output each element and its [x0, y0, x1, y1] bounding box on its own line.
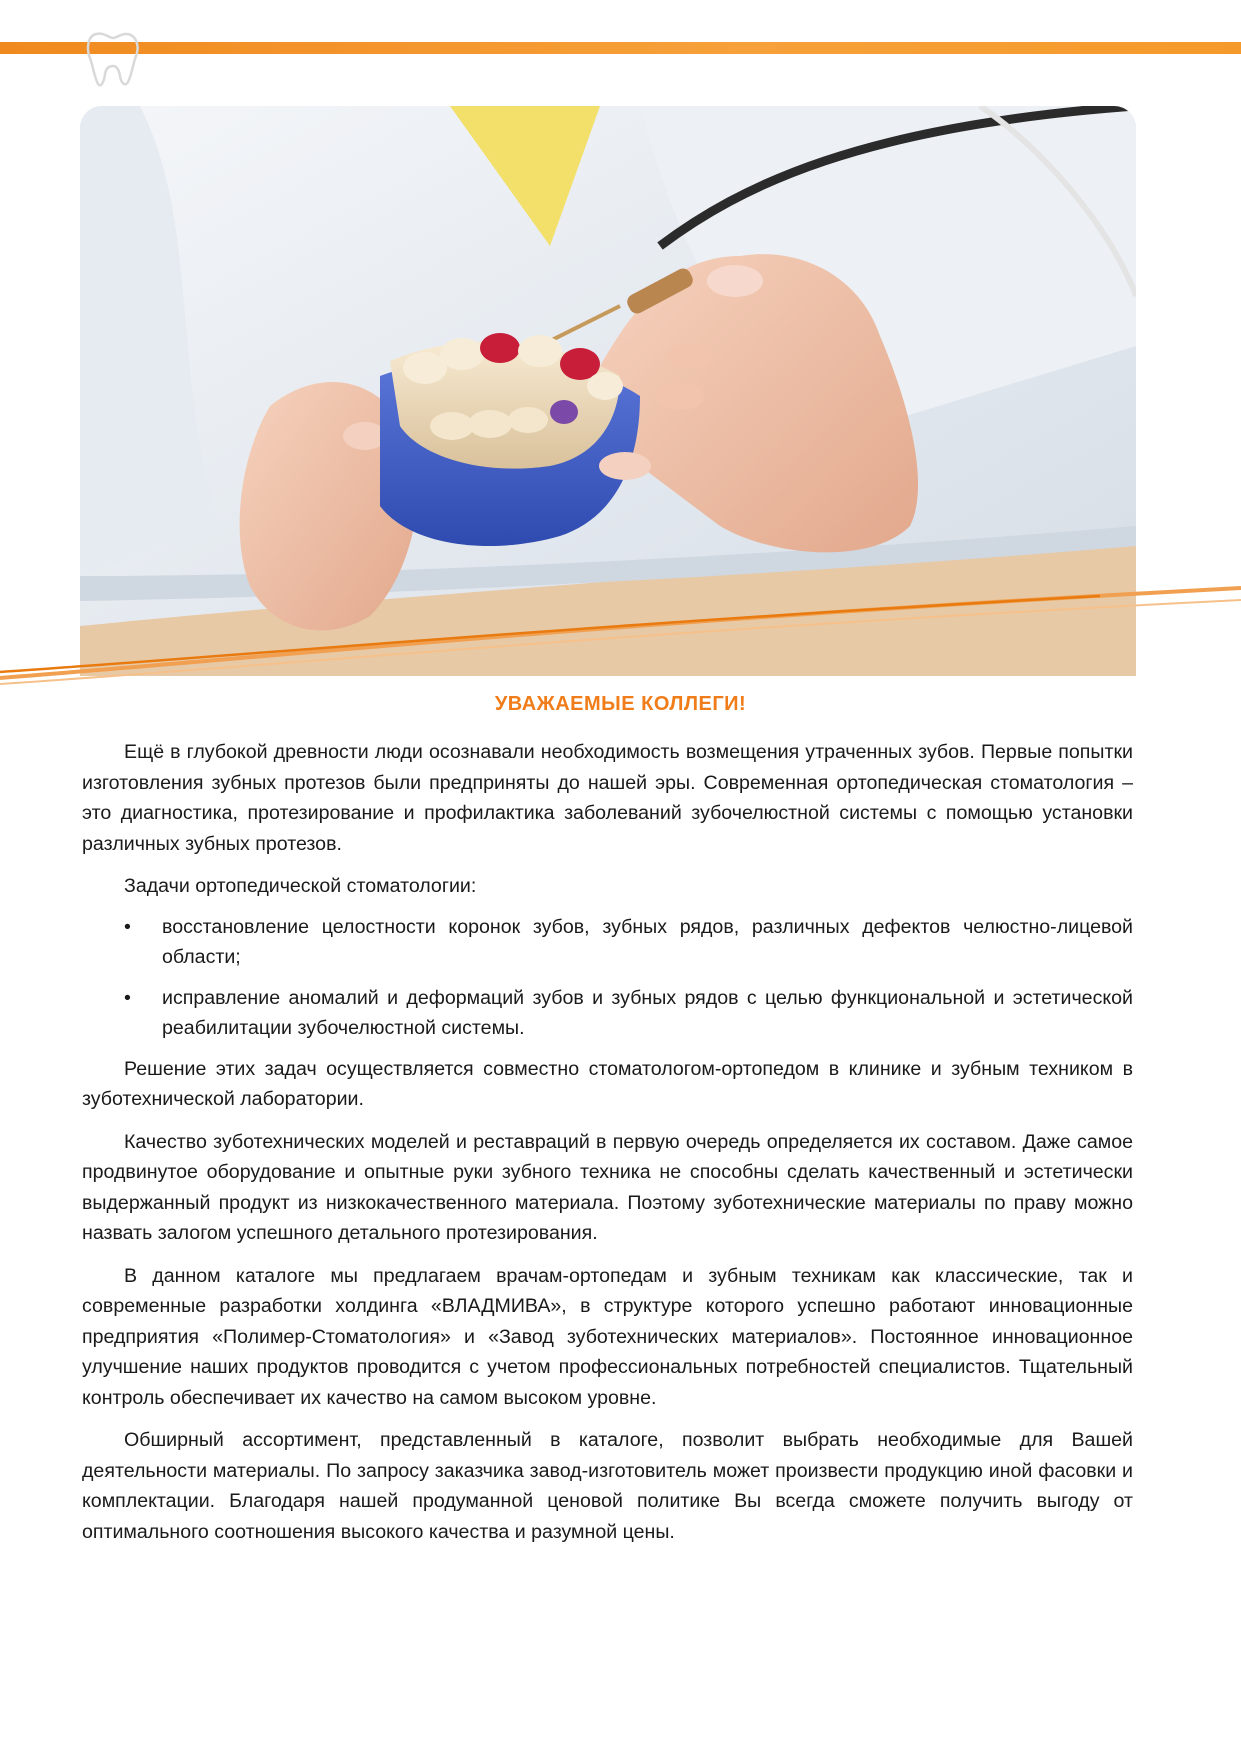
body-text	[82, 737, 1133, 1559]
paragraph: В данном каталоге мы предлагаем врачам-ортопедам и зубным техникам как классические, так и современные разработки холдинга «ВЛАДМИВА», в структуре которого успешно работают инновационные предприятия «Полимер-Стоматология» и «Завод зуботехнических материалов». Постоянное инновационное улучшение наших продуктов проводится с учетом профессиональных потребностей специалистов. Тщательный контроль обеспечивает их качество на самом высоком уровне.	[82, 1264, 1133, 1409]
list-item-text: восстановление целостности коронок зубов, зубных рядов, различных дефектов челюстно-лицевой области;	[162, 915, 1133, 968]
paragraph: Ещё в глубокой древности люди осознавали необходимость возмещения утраченных зубов. Первые попытки изготовления зубных протезов были предприняты до нашей эры. Современная ортопедическая стоматология – это диагностика, протезирование и профилактика заболеваний зубочелюстной системы с помощью установки различных зубных протезов.	[82, 741, 1133, 855]
bullet: •	[124, 915, 131, 938]
paragraph: Качество зуботехнических моделей и реставраций в первую очередь определяется их составом. Даже самое продвинутое оборудование и опытные руки зубного техника не способны сделать качественный и эстетически выдержанный продукт из низкокачественного материала. Поэтому зуботехнические материалы по праву можно назвать залогом успешного детального протезирования.	[82, 1130, 1133, 1244]
tasks-list	[82, 912, 1133, 1044]
page-heading: УВАЖАЕМЫЕ КОЛЛЕГИ!	[494, 693, 747, 715]
list-item-text: исправление аномалий и деформаций зубов и зубных рядов с целью функциональной и эстетической реабилитации зубочелюстной системы.	[162, 986, 1133, 1039]
paragraph: Решение этих задач осуществляется совместно стоматологом-ортопедом в клинике и зубным техником в зуботехнической лаборатории.	[82, 1057, 1133, 1110]
bullet: •	[124, 986, 131, 1009]
paragraph: Обширный ассортимент, представленный в каталоге, позволит выбрать необходимые для Вашей деятельности материалы. По запросу заказчика завод-изготовитель может произвести продукцию иной фасовки и комплектации. Благодаря нашей продуманной ценовой политике Вы всегда сможете получить выгоду от оптимального соотношения высокого качества и разумной цены.	[82, 1429, 1133, 1543]
tooth-logo-icon	[82, 26, 144, 90]
list-item	[82, 983, 1133, 1044]
list-item	[82, 912, 1133, 973]
tasks-intro: Задачи ортопедической стоматологии:	[124, 875, 477, 897]
header-accent-bar	[0, 42, 1241, 54]
orange-swoosh-divider	[0, 560, 1241, 710]
